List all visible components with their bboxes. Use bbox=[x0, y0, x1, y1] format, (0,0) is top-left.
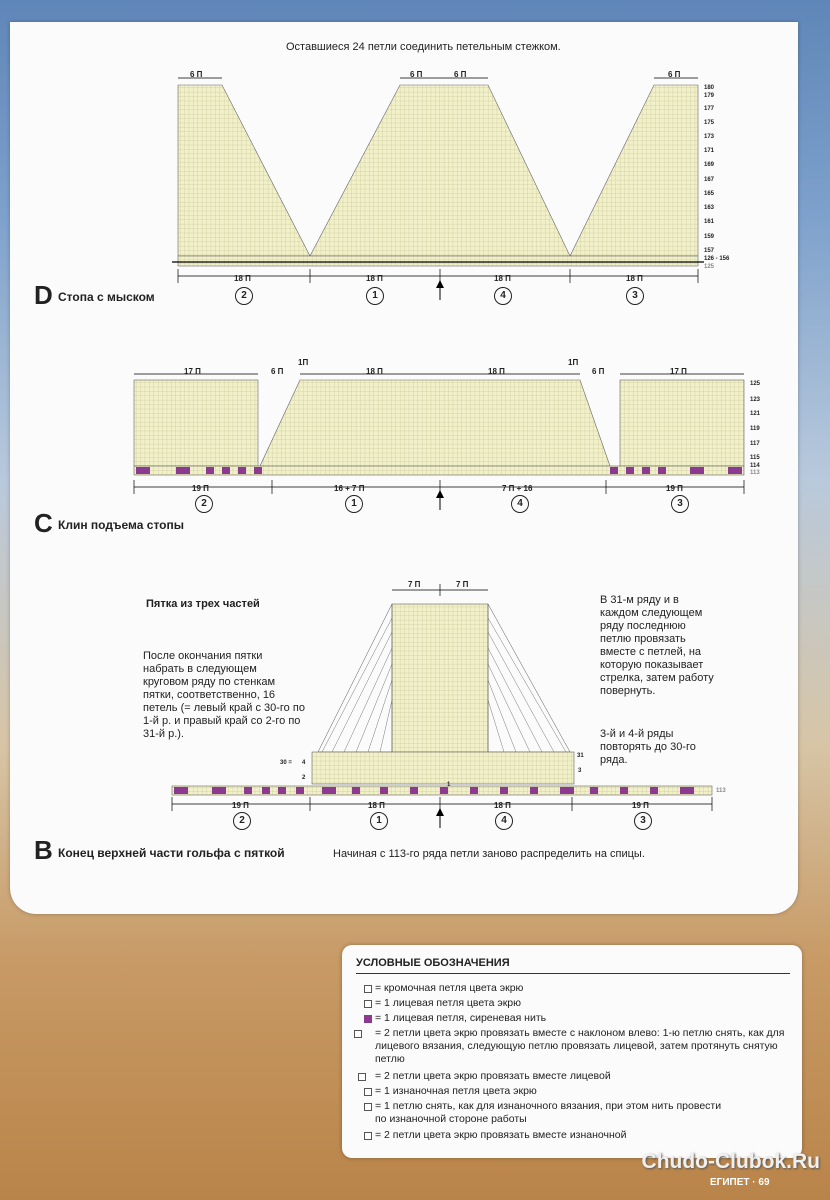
b-row-mark-31: 31 bbox=[577, 753, 584, 759]
header-note: Оставшиеся 24 петли соединить петельным стежком. bbox=[286, 41, 561, 53]
b-circle-4: 4 bbox=[495, 812, 513, 830]
d-bottom-label-2: 18 П bbox=[366, 274, 383, 283]
legend-item-3: = 1 лицевая петля, сиреневая нить bbox=[375, 1012, 547, 1024]
chart-b-heel-slope-right bbox=[488, 604, 570, 752]
heel-right-note-2: 3-й и 4-й ряды повторять до 30-го ряда. bbox=[600, 728, 696, 766]
slip-stitch-icon bbox=[364, 1103, 372, 1111]
d-circle-1: 1 bbox=[366, 287, 384, 305]
chart-d-shape-left bbox=[178, 85, 310, 256]
b-row-mark-2: 2 bbox=[302, 775, 306, 781]
heel-left-note: После окончания пятки набрать в следующем круговом ряду по стенкам пятки, соответственно, 16 петель (= левый край с 30-го по 1-й р. и правый край со 2-го по 31-й р.). bbox=[143, 650, 305, 740]
legend-item-8: = 2 петли цвета экрю провязать вместе изнаночной bbox=[375, 1129, 627, 1141]
b-circle-1: 1 bbox=[370, 812, 388, 830]
c-top-label-3: 1П bbox=[298, 358, 309, 367]
c-top-label-4: 18 П bbox=[366, 367, 383, 376]
legend-item-5: = 2 петли цвета экрю провязать вместе лицевой bbox=[375, 1070, 611, 1082]
chart-d-shape-right bbox=[570, 85, 698, 256]
knit-stitch-icon bbox=[364, 1000, 372, 1008]
legend-panel bbox=[342, 945, 802, 1158]
c-bottom-label-2: 16 + 7 П bbox=[334, 484, 365, 493]
knit-two-together-icon bbox=[358, 1073, 366, 1081]
c-bottom-label-1: 19 П bbox=[192, 484, 209, 493]
c-top-label-2: 6 П bbox=[271, 367, 284, 376]
c-circle-3: 3 bbox=[671, 495, 689, 513]
c-bottom-label-4: 19 П bbox=[666, 484, 683, 493]
legend-item-4: = 2 петли цвета экрю провязать вместе с наклоном влево: 1-ю петлю снять, как для лицевого вязания, следующую петлю провязать лицевой, затем протянуть снятую петлю bbox=[375, 1027, 785, 1065]
legend-title: УСЛОВНЫЕ ОБОЗНАЧЕНИЯ bbox=[356, 957, 510, 969]
c-circle-1: 1 bbox=[345, 495, 363, 513]
heel-right-note-1: В 31-м ряду и в каждом следующем ряду последнюю петлю провязать вместе с петлей, на которую показывает стрелка, затем работу повернуть. bbox=[600, 594, 714, 697]
b-top-label-2: 7 П bbox=[456, 580, 469, 589]
lilac-stitch-icon bbox=[364, 1015, 372, 1023]
section-c-title: Клин подъема стопы bbox=[58, 518, 184, 532]
b-row-mark-113: 113 bbox=[716, 788, 726, 794]
left-decrease-icon bbox=[354, 1030, 362, 1038]
b-row-mark-30: 30 = bbox=[280, 760, 292, 766]
heel-title: Пятка из трех частей bbox=[146, 598, 260, 610]
c-top-label-5: 18 П bbox=[488, 367, 505, 376]
b-bottom-label-4: 19 П bbox=[632, 801, 649, 810]
c-top-label-7: 6 П bbox=[592, 367, 605, 376]
b-bottom-label-3: 18 П bbox=[494, 801, 511, 810]
chart-d-shape-center bbox=[310, 85, 570, 256]
d-bottom-label-3: 18 П bbox=[494, 274, 511, 283]
b-top-label-1: 7 П bbox=[408, 580, 421, 589]
d-circle-4: 4 bbox=[494, 287, 512, 305]
chart-c-block-left bbox=[134, 380, 258, 466]
d-bottom-label-4: 18 П bbox=[626, 274, 643, 283]
c-circle-4: 4 bbox=[511, 495, 529, 513]
legend-item-6: = 1 изнаночная петля цвета экрю bbox=[375, 1085, 537, 1097]
purl-stitch-icon bbox=[364, 1088, 372, 1096]
b-bottom-label-1: 19 П bbox=[232, 801, 249, 810]
section-c-letter: C bbox=[34, 508, 53, 538]
b-circle-3: 3 bbox=[634, 812, 652, 830]
b-circle-2: 2 bbox=[233, 812, 251, 830]
d-top-label-4: 6 П bbox=[668, 70, 681, 79]
purl-two-together-icon bbox=[364, 1132, 372, 1140]
section-d-letter: D bbox=[34, 280, 53, 310]
legend-item-2: = 1 лицевая петля цвета экрю bbox=[375, 997, 522, 1009]
edge-stitch-icon bbox=[364, 985, 372, 993]
section-d-title: Стопа с мыском bbox=[58, 290, 155, 304]
c-bottom-label-3: 7 П + 16 bbox=[502, 484, 533, 493]
chart-b-heel-top bbox=[392, 604, 488, 752]
chart-b-heel-slope-left bbox=[318, 604, 392, 752]
d-top-label-1: 6 П bbox=[190, 70, 203, 79]
d-circle-3: 3 bbox=[626, 287, 644, 305]
b-row-mark-4: 4 bbox=[302, 760, 306, 766]
c-top-label-6: 1П bbox=[568, 358, 579, 367]
b-row-mark-3r: 3 bbox=[578, 768, 582, 774]
section-b-bottom-note: Начиная с 113-го ряда петли заново распределить на спицы. bbox=[333, 848, 645, 860]
c-circle-2: 2 bbox=[195, 495, 213, 513]
d-top-label-3: 6 П bbox=[454, 70, 467, 79]
page-number: ЕГИПЕТ · 69 bbox=[710, 1177, 770, 1188]
c-top-label-8: 17 П bbox=[670, 367, 687, 376]
legend-item-1: = кромочная петля цвета экрю bbox=[375, 982, 524, 994]
site-brand: Chudo-Clubok.Ru bbox=[641, 1150, 820, 1173]
d-bottom-label-1: 18 П bbox=[234, 274, 251, 283]
b-bottom-label-2: 18 П bbox=[368, 801, 385, 810]
d-circle-2: 2 bbox=[235, 287, 253, 305]
chart-c-block-right bbox=[620, 380, 744, 466]
legend-item-7: = 1 петлю снять, как для изнаночного вязания, при этом нить провести по изнаночной стороне работы bbox=[375, 1100, 722, 1125]
section-b-title: Конец верхней части гольфа с пяткой bbox=[58, 846, 285, 860]
section-b-letter: B bbox=[34, 835, 53, 865]
chart-c-shape-center bbox=[260, 380, 610, 466]
c-top-label-1: 17 П bbox=[184, 367, 201, 376]
d-top-label-2: 6 П bbox=[410, 70, 423, 79]
b-row-mark-1: 1 bbox=[447, 782, 451, 788]
